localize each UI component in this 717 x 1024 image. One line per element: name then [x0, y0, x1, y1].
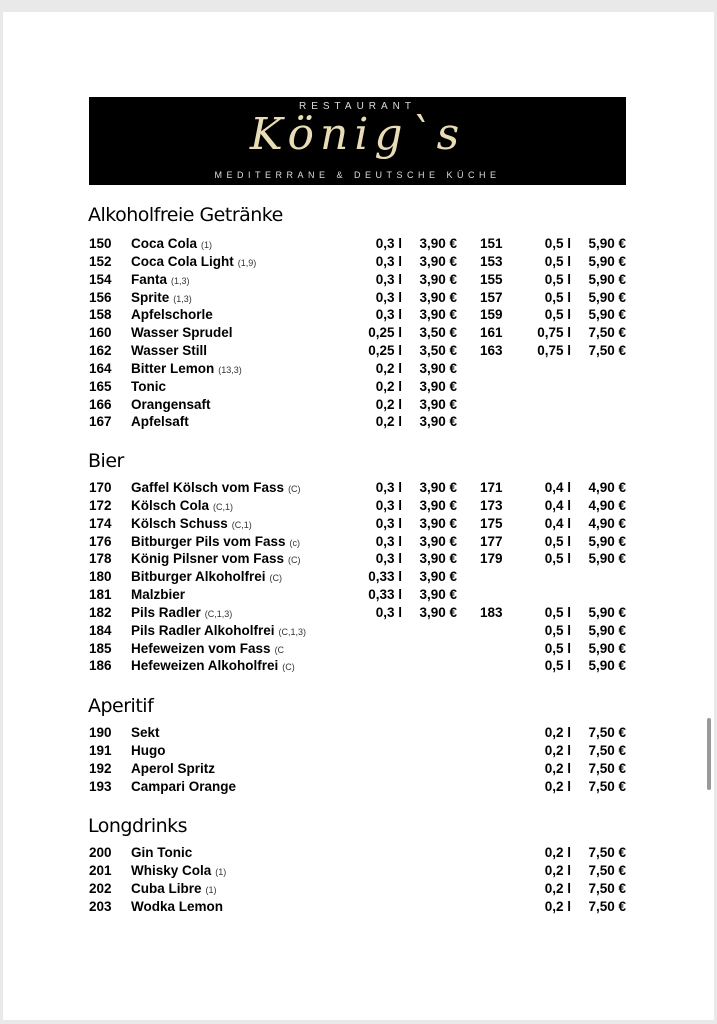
item-price: 3,90 €	[419, 497, 457, 513]
menu-item-row	[89, 515, 629, 533]
item-volume-large: 0,5 l	[544, 551, 571, 567]
menu-item-row	[89, 550, 629, 568]
item-volume-large: 0,4 l	[544, 497, 571, 513]
menu-item-row	[89, 898, 629, 916]
item-volume-large	[528, 413, 571, 433]
item-volume-large: 0,2 l	[544, 845, 571, 860]
menu-item-row	[89, 742, 629, 760]
item-price: 3,90 €	[419, 253, 457, 269]
menu-item-row	[89, 760, 629, 778]
item-name: Coca Cola	[131, 236, 198, 251]
section-heading: Alkoholfreie Getränke	[88, 204, 283, 226]
item-volume-large: 0,5 l	[544, 533, 571, 549]
item-price-large: 7,50 €	[588, 760, 626, 776]
item-price: 3,90 €	[419, 307, 457, 323]
allergen-note: (C,1)	[213, 501, 234, 512]
item-number: 178	[89, 551, 112, 567]
item-price: 3,90 €	[419, 480, 457, 495]
item-volume-large: 0,5 l	[544, 236, 571, 251]
item-volume: 0,3 l	[375, 551, 402, 567]
menu-item-row	[89, 497, 629, 515]
item-name: Bitburger Pils vom Fass	[131, 533, 286, 549]
item-volume-large: 0,5 l	[544, 604, 571, 620]
item-number: 166	[89, 396, 112, 412]
restaurant-logo: König`s	[249, 109, 466, 160]
item-price	[402, 657, 457, 677]
item-name: Gaffel Kölsch vom Fass	[131, 480, 285, 495]
item-number: 185	[89, 640, 112, 656]
item-number: 167	[89, 414, 112, 430]
item-number-large	[480, 898, 528, 918]
menu-item-row	[89, 844, 629, 862]
item-volume: 0,3 l	[375, 307, 402, 323]
item-volume: 0,2 l	[375, 414, 402, 430]
menu-list	[89, 844, 629, 915]
allergen-note: (1,9)	[237, 257, 257, 268]
item-name: Tonic	[131, 378, 166, 394]
item-price-large: 5,90 €	[588, 307, 626, 323]
menu-item-row	[89, 360, 629, 378]
item-name-cell	[131, 898, 346, 918]
item-number: 186	[89, 658, 112, 674]
scrollbar[interactable]	[707, 718, 711, 790]
item-number: 184	[89, 622, 112, 638]
item-number: 164	[89, 360, 112, 376]
item-price-large: 5,90 €	[588, 640, 626, 656]
allergen-note: (C	[274, 644, 285, 655]
allergen-note: (13,3)	[218, 364, 242, 375]
item-volume-large: 0,4 l	[544, 515, 571, 531]
menu-item-row	[89, 413, 629, 431]
item-price-large: 5,90 €	[588, 271, 626, 287]
item-volume-large: 0,2 l	[544, 742, 571, 758]
item-number: 162	[89, 343, 112, 359]
item-price-large: 7,50 €	[588, 725, 626, 740]
item-price: 3,90 €	[419, 271, 457, 287]
item-volume-large: 0,2 l	[544, 898, 571, 914]
item-name: Bitter Lemon	[131, 360, 215, 376]
allergen-note: (1,3)	[173, 293, 192, 304]
item-name: König Pilsner vom Fass	[131, 551, 285, 567]
item-price: 3,50 €	[419, 343, 457, 359]
item-volume: 0,3 l	[375, 289, 402, 305]
item-name: Pils Radler	[131, 604, 201, 620]
item-volume: 0,3 l	[375, 604, 402, 620]
item-volume: 0,33 l	[368, 569, 402, 585]
item-number: 191	[89, 742, 112, 758]
item-volume-large: 0,2 l	[544, 880, 571, 896]
item-number-large: 161	[480, 325, 503, 341]
item-number-large: 157	[480, 289, 503, 305]
item-number-large	[480, 778, 528, 798]
menu-item-row	[89, 622, 629, 640]
item-name: Kölsch Schuss	[131, 515, 228, 531]
item-number: 170	[89, 480, 112, 495]
item-name: Pils Radler Alkoholfrei	[131, 622, 275, 638]
item-volume: 0,3 l	[375, 480, 402, 495]
item-number: 152	[89, 253, 112, 269]
item-volume-large: 0,5 l	[544, 658, 571, 674]
menu-item-row	[89, 253, 629, 271]
item-name: Fanta	[131, 271, 168, 287]
item-price: 3,90 €	[419, 551, 457, 567]
section-heading: Longdrinks	[88, 815, 188, 837]
item-number-large: 163	[480, 343, 503, 359]
item-name: Hefeweizen vom Fass	[131, 640, 271, 656]
item-price-large: 7,50 €	[588, 343, 626, 359]
spacer	[457, 657, 480, 677]
item-price-large: 7,50 €	[588, 862, 626, 878]
item-name: Wodka Lemon	[131, 898, 224, 914]
item-number: 180	[89, 569, 112, 585]
allergen-note: (C)	[269, 573, 283, 584]
item-price-large: 7,50 €	[588, 742, 626, 758]
item-volume-large: 0,5 l	[544, 307, 571, 323]
item-volume-large: 0,5 l	[544, 622, 571, 638]
item-price-large: 5,90 €	[588, 622, 626, 638]
item-number: 150	[89, 236, 112, 251]
restaurant-logo-banner	[89, 97, 626, 185]
item-name: Orangensaft	[131, 396, 211, 412]
item-volume	[346, 898, 402, 918]
menu-item-row	[89, 640, 629, 658]
item-price: 3,90 €	[419, 604, 457, 620]
item-number: 200	[89, 845, 112, 860]
item-price-large: 4,90 €	[588, 515, 626, 531]
item-volume: 0,3 l	[375, 533, 402, 549]
item-number: 201	[89, 862, 112, 878]
menu-item-row	[89, 306, 629, 324]
item-name: Cuba Libre	[131, 880, 202, 896]
item-number: 182	[89, 604, 112, 620]
item-price: 3,90 €	[419, 360, 457, 376]
item-name: Hugo	[131, 742, 166, 758]
item-price-large: 7,50 €	[588, 325, 626, 341]
item-number: 190	[89, 725, 112, 740]
menu-item-row	[89, 533, 629, 551]
item-name: Sprite	[131, 289, 170, 305]
menu-item-row	[89, 586, 629, 604]
allergen-note: (C,1,3)	[204, 608, 233, 619]
item-name: Campari Orange	[131, 778, 237, 794]
item-price: 3,50 €	[419, 325, 457, 341]
item-number-large: 151	[480, 236, 503, 251]
item-name: Whisky Cola	[131, 862, 212, 878]
menu-item-row	[89, 568, 629, 586]
item-number: 193	[89, 778, 112, 794]
item-volume: 0,25 l	[368, 343, 402, 359]
item-price-large: 7,50 €	[588, 880, 626, 896]
item-number-large: 155	[480, 271, 503, 287]
item-volume: 0,3 l	[375, 236, 402, 251]
item-price-large: 5,90 €	[588, 236, 626, 251]
item-volume: 0,3 l	[375, 253, 402, 269]
spacer	[457, 778, 480, 798]
item-number-large: 153	[480, 253, 503, 269]
spacer	[457, 898, 480, 918]
item-volume: 0,3 l	[375, 515, 402, 531]
item-number: 165	[89, 378, 112, 394]
item-price-large: 7,50 €	[588, 898, 626, 914]
item-number-large: 177	[480, 533, 503, 549]
allergen-note: (C)	[288, 484, 301, 494]
item-number-large: 179	[480, 551, 503, 567]
item-number-large: 171	[480, 480, 503, 495]
item-number: 181	[89, 587, 112, 603]
menu-item-row	[89, 378, 629, 396]
item-volume-large: 0,75 l	[537, 325, 571, 341]
menu-list	[89, 235, 629, 431]
allergen-note: (c)	[289, 537, 301, 548]
item-price-large	[571, 413, 626, 433]
menu-item-row	[89, 289, 629, 307]
menu-item-row	[89, 271, 629, 289]
menu-item-row	[89, 479, 629, 497]
item-volume: 0,2 l	[375, 360, 402, 376]
menu-item-row	[89, 604, 629, 622]
spacer	[457, 413, 480, 433]
item-name: Kölsch Cola	[131, 497, 210, 513]
item-name: Malzbier	[131, 587, 186, 603]
item-name: Wasser Still	[131, 343, 208, 359]
item-volume-large: 0,5 l	[544, 253, 571, 269]
menu-item-row	[89, 778, 629, 796]
item-price: 3,90 €	[419, 236, 457, 251]
item-volume	[346, 657, 402, 677]
allergen-note: (C,1)	[231, 519, 252, 530]
menu-item-row	[89, 235, 629, 253]
item-volume-large: 0,2 l	[544, 725, 571, 740]
banner-top-text: RESTAURANT	[298, 101, 417, 112]
item-price-large: 5,90 €	[588, 253, 626, 269]
item-price-large: 5,90 €	[588, 658, 626, 674]
item-name: Aperol Spritz	[131, 760, 216, 776]
item-volume: 0,33 l	[368, 587, 402, 603]
item-price-large: 5,90 €	[588, 551, 626, 567]
item-name: Gin Tonic	[131, 845, 193, 860]
item-name: Apfelschorle	[131, 307, 213, 323]
menu-item-row	[89, 724, 629, 742]
item-price-large: 5,90 €	[588, 289, 626, 305]
item-name-cell	[131, 657, 346, 677]
allergen-note: (C,1,3)	[278, 626, 307, 637]
item-volume-large: 0,2 l	[544, 862, 571, 878]
allergen-note: (1,3)	[171, 275, 190, 286]
menu-item-row	[89, 880, 629, 898]
menu-list	[89, 724, 629, 795]
item-price: 3,90 €	[419, 569, 457, 585]
item-price: 3,90 €	[419, 414, 457, 430]
item-number: 174	[89, 515, 112, 531]
item-volume-large: 0,5 l	[544, 271, 571, 287]
item-name: Hefeweizen Alkoholfrei	[131, 658, 279, 674]
item-number: 176	[89, 533, 112, 549]
allergen-note: (1)	[215, 866, 227, 877]
menu-item-row	[89, 862, 629, 880]
menu-item-row	[89, 657, 629, 675]
menu-list	[89, 479, 629, 675]
item-volume-large: 0,75 l	[537, 343, 571, 359]
section-heading: Bier	[88, 450, 124, 472]
item-number: 154	[89, 271, 112, 287]
item-name: Bitburger Alkoholfrei	[131, 569, 266, 585]
item-volume-large: 0,4 l	[544, 480, 571, 495]
allergen-note: (1)	[205, 884, 217, 895]
item-price: 3,90 €	[419, 289, 457, 305]
item-price	[402, 898, 457, 918]
item-price	[402, 778, 457, 798]
menu-item-row	[89, 324, 629, 342]
allergen-note: (1)	[201, 240, 213, 250]
item-name: Wasser Sprudel	[131, 325, 233, 341]
item-price-large: 7,50 €	[588, 778, 626, 794]
item-price-large: 4,90 €	[588, 497, 626, 513]
item-number-large	[480, 657, 528, 677]
item-name: Coca Cola Light	[131, 253, 234, 269]
item-number: 158	[89, 307, 112, 323]
item-price: 3,90 €	[419, 396, 457, 412]
item-price: 3,90 €	[419, 533, 457, 549]
item-volume: 0,3 l	[375, 271, 402, 287]
item-name: Apfelsaft	[131, 414, 189, 430]
item-price-large: 5,90 €	[588, 533, 626, 549]
item-number-large: 173	[480, 497, 503, 513]
item-number: 160	[89, 325, 112, 341]
item-price: 3,90 €	[419, 378, 457, 394]
item-name: Sekt	[131, 725, 160, 740]
item-volume: 0,2 l	[375, 396, 402, 412]
item-volume	[346, 778, 402, 798]
menu-item-row	[89, 396, 629, 414]
item-volume-large: 0,2 l	[544, 760, 571, 776]
allergen-note: (C)	[288, 555, 301, 566]
item-price-large: 4,90 €	[588, 480, 626, 495]
item-number: 172	[89, 497, 112, 513]
item-number: 203	[89, 898, 112, 914]
item-volume-large: 0,2 l	[544, 778, 571, 794]
item-number-large: 175	[480, 515, 503, 531]
item-volume-large: 0,5 l	[544, 289, 571, 305]
menu-item-row	[89, 342, 629, 360]
item-volume-large: 0,5 l	[544, 640, 571, 656]
item-number-large: 159	[480, 307, 503, 323]
item-price: 3,90 €	[419, 515, 457, 531]
item-number-large	[480, 413, 528, 433]
item-price: 3,90 €	[419, 587, 457, 603]
item-number: 202	[89, 880, 112, 896]
banner-subtitle: MEDITERRANE & DEUTSCHE KÜCHE	[214, 170, 501, 180]
section-heading: Aperitif	[88, 695, 154, 717]
item-name-cell	[131, 413, 346, 433]
allergen-note: (C)	[282, 662, 295, 673]
item-number-large: 183	[480, 604, 503, 620]
item-number: 156	[89, 289, 112, 305]
item-volume: 0,2 l	[375, 378, 402, 394]
item-price-large: 5,90 €	[588, 604, 626, 620]
item-number: 192	[89, 760, 112, 776]
item-price-large: 7,50 €	[588, 845, 626, 860]
item-volume: 0,25 l	[368, 325, 402, 341]
item-volume: 0,3 l	[375, 497, 402, 513]
item-name-cell	[131, 778, 346, 798]
